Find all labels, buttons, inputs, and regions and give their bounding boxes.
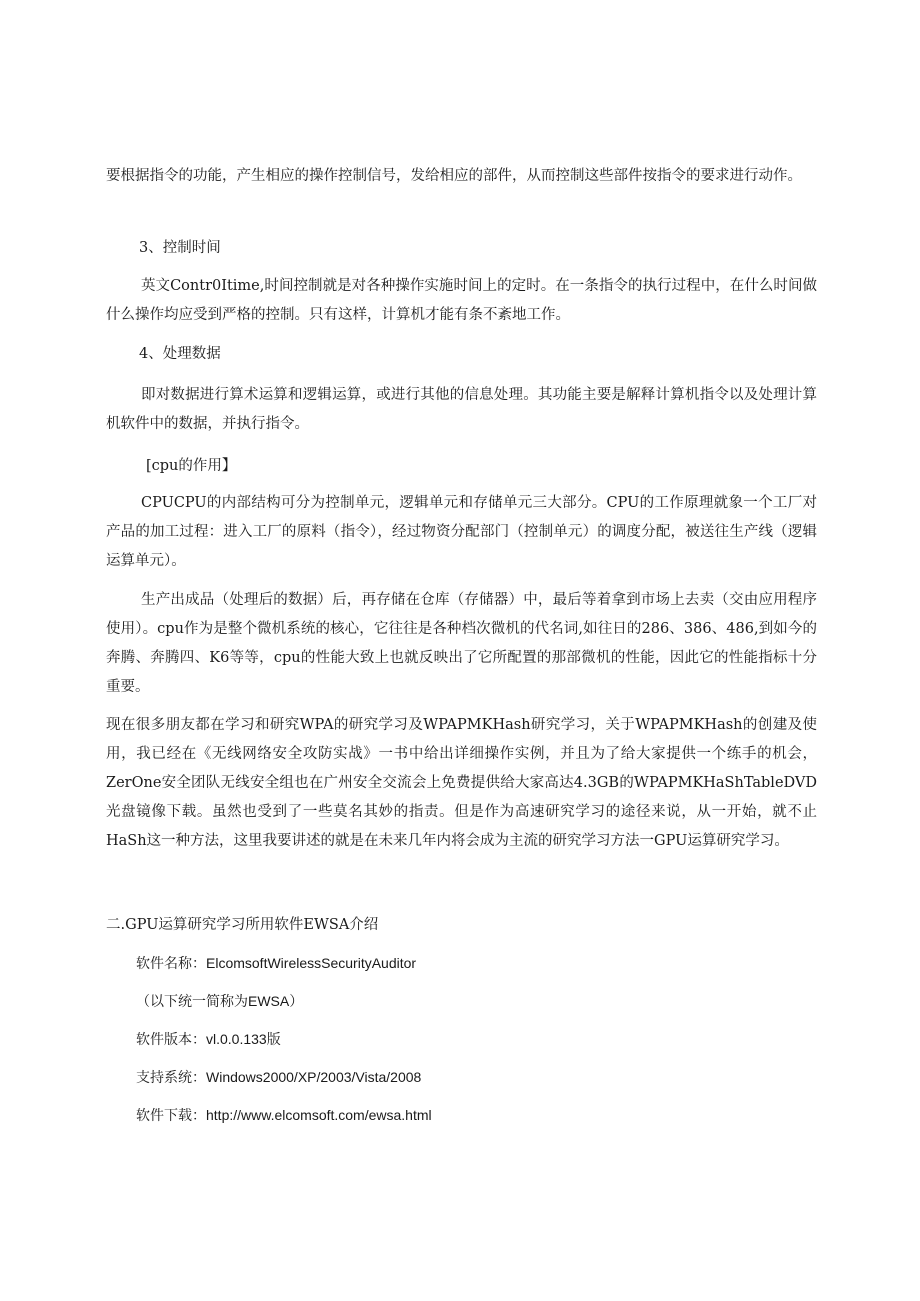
software-alias: （以下统一简称为EWSA）	[136, 993, 304, 1009]
section-heading-ewsa: 二.GPU运算研究学习所用软件EWSA介绍	[106, 917, 379, 933]
paragraph-wpa-research: 现在很多朋友都在学习和研究WPA的研究学习及WPAPMKHash研究学习，关于WPAPMKHash的创建及使用，我已经在《无线网络安全攻防实战》一书中给出详细操作实例，并且为了给大家提供一个练手的机会，ZerOne安全团队无线安全组也在广州安全交流会上免费提供给大家高达4.3GB的WPAPMKHaShTableDVD光盘镜像下载。虽然也受到了一些莫名其妙的指责。但是作为高速研究学习的途径来说，从一开始，就不止HaSh这一种方法，这里我要讲述的就是在未来几年内将会成为主流的研究学习方法一GPU运算研究学习。	[106, 717, 817, 849]
software-version: 软件版本：vl.0.0.133版	[136, 1031, 281, 1047]
paragraph-cpu-structure: CPUCPU的内部结构可分为控制单元，逻辑单元和存储单元三大部分。CPU的工作原理就象一个工厂对产品的加工过程：进入工厂的原料（指令），经过物资分配部门（控制单元）的调度分配，被送往生产线（逻辑运算单元）。	[106, 495, 817, 569]
software-download: 软件下载：http://www.elcomsoft.com/ewsa.html	[136, 1107, 432, 1123]
paragraph-control-signal: 要根据指令的功能，产生相应的操作控制信号，发给相应的部件，从而控制这些部件按指令的要求进行动作。	[106, 168, 802, 184]
paragraph-process-data: 即对数据进行算术运算和逻辑运算，或进行其他的信息处理。其功能主要是解释计算机指令以及处理计算机软件中的数据，并执行指令。	[106, 387, 817, 432]
heading-control-time: 3、控制时间	[139, 240, 221, 256]
software-systems: 支持系统：Windows2000/XP/2003/Vista/2008	[136, 1069, 422, 1085]
paragraph-cpu-products: 生产出成品（处理后的数据）后，再存储在仓库（存储器）中，最后等着拿到市场上去卖（交由应用程序使用）。cpu作为是整个微机系统的核心，它往往是各种档次微机的代名词,如往日的286、386、486,到如今的奔腾、奔腾四、K6等等，cpu的性能大致上也就反映出了它所配置的那部微机的性能，因此它的性能指标十分重要。	[106, 592, 817, 695]
heading-process-data: 4、处理数据	[139, 346, 221, 362]
software-name: 软件名称：ElcomsoftWirelessSecurityAuditor	[136, 955, 417, 971]
paragraph-control-time: 英文Contr0Itime,时间控制就是对各种操作实施时间上的定时。在一条指令的执行过程中，在什么时间做什么操作均应受到严格的控制。只有这样，计算机才能有条不紊地工作。	[106, 278, 817, 323]
heading-cpu-role: [cpu的作用】	[146, 458, 237, 474]
